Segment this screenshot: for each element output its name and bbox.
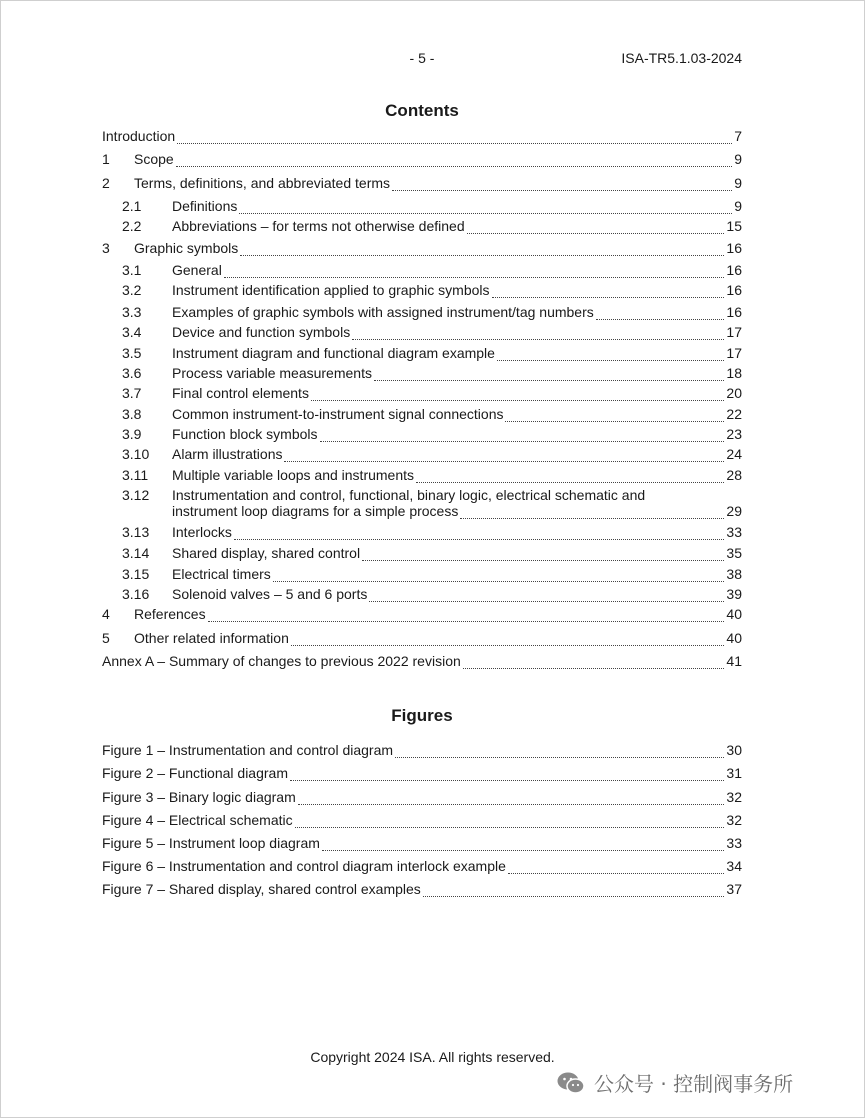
figure-entry-title: Figure 7 – Shared display, shared control examples xyxy=(102,881,421,897)
toc-entry[interactable] xyxy=(102,151,742,167)
toc-entry-title: References xyxy=(134,606,206,622)
toc-entry-number: 2.1 xyxy=(122,198,142,214)
figure-entry-page: 37 xyxy=(726,881,742,897)
toc-entry-page: 38 xyxy=(726,566,742,582)
dot-leader xyxy=(273,569,725,582)
toc-entry[interactable] xyxy=(102,467,742,483)
toc-entry-title: Instrument identification applied to graphic symbols xyxy=(172,282,490,298)
toc-entry-page: 7 xyxy=(734,128,742,144)
toc-entry-number: 4 xyxy=(102,606,110,622)
figure-entry[interactable] xyxy=(102,858,742,874)
toc-entry[interactable] xyxy=(102,324,742,340)
toc-entry-title: Interlocks xyxy=(172,524,232,540)
toc-entry-page: 20 xyxy=(726,385,742,401)
toc-entry-page: 40 xyxy=(726,606,742,622)
dot-leader xyxy=(311,388,724,401)
dot-leader xyxy=(239,201,732,214)
toc-entry-page: 9 xyxy=(734,175,742,191)
toc-entry-number: 3.12 xyxy=(122,487,150,503)
toc-entry-number: 3.4 xyxy=(122,324,142,340)
toc-entry[interactable] xyxy=(102,365,742,381)
dot-leader xyxy=(320,429,725,442)
figure-entry[interactable] xyxy=(102,835,742,851)
toc-entry[interactable] xyxy=(102,566,742,582)
toc-entry-title: Shared display, shared control xyxy=(172,545,361,561)
dot-leader xyxy=(423,884,725,897)
toc-entry-number: 3.10 xyxy=(122,446,150,462)
figure-entry-page: 34 xyxy=(726,858,742,874)
figure-entry-page: 32 xyxy=(726,789,742,805)
toc-entry[interactable] xyxy=(102,426,742,442)
toc-entry-page: 28 xyxy=(726,467,742,483)
dot-leader xyxy=(369,589,724,602)
dot-leader xyxy=(234,527,725,540)
dot-leader xyxy=(352,327,724,340)
dot-leader xyxy=(392,178,732,191)
toc-entry-page: 16 xyxy=(726,282,742,298)
dot-leader xyxy=(508,861,725,874)
toc-entry-number: 5 xyxy=(102,630,110,646)
toc-entry-page: 17 xyxy=(726,345,742,361)
toc-entry-page: 9 xyxy=(734,198,742,214)
figures-heading: Figures xyxy=(391,706,453,725)
toc-entry-title: Process variable measurements xyxy=(172,365,372,381)
dot-leader xyxy=(460,506,724,519)
toc-entry-page: 33 xyxy=(726,524,742,540)
figure-entry-title: Figure 6 – Instrumentation and control diagram interlock example xyxy=(102,858,506,874)
toc-entry[interactable] xyxy=(102,545,742,561)
document-code: ISA-TR5.1.03-2024 xyxy=(621,50,742,66)
dot-leader xyxy=(374,368,724,381)
contents-heading: Contents xyxy=(385,101,459,120)
toc-entry-page: 17 xyxy=(726,324,742,340)
toc-entry-title: General xyxy=(172,262,222,278)
toc-entry-page: 22 xyxy=(726,406,742,422)
dot-leader xyxy=(295,815,725,828)
toc-entry-title: Solenoid valves – 5 and 6 ports xyxy=(172,586,368,602)
dot-leader xyxy=(290,768,724,781)
watermark-text: 公众号 · 控制阀事务所 xyxy=(594,1072,794,1096)
toc-entry-number: 3 xyxy=(102,240,110,256)
dot-leader xyxy=(208,609,725,622)
dot-leader xyxy=(176,154,733,167)
toc-entry-page: 16 xyxy=(726,240,742,256)
dot-leader xyxy=(416,470,724,483)
toc-entry-title: Introduction xyxy=(102,128,176,144)
toc-entry[interactable] xyxy=(102,198,742,214)
toc-entry-title: Scope xyxy=(134,151,174,167)
figure-entry-title: Figure 1 – Instrumentation and control diagram xyxy=(102,742,394,758)
toc-entry-page: 24 xyxy=(726,446,742,462)
dot-leader xyxy=(224,265,725,278)
toc-entry-title: Device and function symbols xyxy=(172,324,351,340)
toc-entry-page: 16 xyxy=(726,262,742,278)
toc-entry[interactable] xyxy=(102,653,742,669)
toc-entry-page: 29 xyxy=(726,503,742,519)
toc-entry-page: 39 xyxy=(726,586,742,602)
dot-leader xyxy=(497,348,724,361)
figure-entry-page: 33 xyxy=(726,835,742,851)
toc-entry-number: 3.11 xyxy=(122,467,149,483)
toc-entry[interactable] xyxy=(102,586,742,602)
dot-leader xyxy=(291,633,725,646)
toc-entry-number: 3.14 xyxy=(122,545,150,561)
toc-entry-page: 41 xyxy=(726,653,742,669)
toc-entry[interactable] xyxy=(102,128,742,144)
figure-entry-title: Figure 2 – Functional diagram xyxy=(102,765,288,781)
toc-entry-page: 35 xyxy=(726,545,742,561)
figure-entry[interactable] xyxy=(102,812,742,828)
toc-entry-number: 3.16 xyxy=(122,586,150,602)
watermark xyxy=(556,1068,793,1097)
dot-leader xyxy=(492,285,725,298)
toc-entry-page: 40 xyxy=(726,630,742,646)
toc-entry[interactable] xyxy=(102,262,742,278)
copyright-notice: Copyright 2024 ISA. All rights reserved. xyxy=(310,1049,555,1065)
toc-entry[interactable] xyxy=(102,406,742,422)
toc-entry-page: 15 xyxy=(726,218,742,234)
toc-entry-page: 16 xyxy=(726,304,742,320)
dot-leader xyxy=(463,656,725,669)
toc-entry[interactable] xyxy=(102,487,742,519)
dot-leader xyxy=(505,409,724,422)
toc-entry-number: 3.2 xyxy=(122,282,142,298)
toc-entry[interactable] xyxy=(102,175,742,191)
dot-leader xyxy=(284,449,724,462)
toc-entry-title: Other related information xyxy=(134,630,289,646)
toc-entry[interactable] xyxy=(102,606,742,622)
toc-entry-title: Common instrument-to-instrument signal connections xyxy=(172,406,504,422)
toc-entry-title: Annex A – Summary of changes to previous 2022 revision xyxy=(102,653,461,669)
figure-entry[interactable] xyxy=(102,789,742,805)
toc-entry-title: Examples of graphic symbols with assigned instrument/tag numbers xyxy=(172,304,594,320)
figure-entry[interactable] xyxy=(102,742,742,758)
dot-leader xyxy=(322,838,725,851)
toc-entry-title: Electrical timers xyxy=(172,566,271,582)
page-number: - 5 - xyxy=(409,50,435,66)
toc-entry-title: Graphic symbols xyxy=(134,240,239,256)
toc-entry-number: 3.15 xyxy=(122,566,150,582)
toc-entry-title: Abbreviations – for terms not otherwise defined xyxy=(172,218,465,234)
figure-entry-page: 30 xyxy=(726,742,742,758)
toc-entry-number: 1 xyxy=(102,151,110,167)
toc-entry-title: Instrument diagram and functional diagram example xyxy=(172,345,495,361)
figure-entry-title: Figure 5 – Instrument loop diagram xyxy=(102,835,320,851)
toc-entry-number: 2.2 xyxy=(122,218,142,234)
toc-entry[interactable] xyxy=(102,240,742,256)
dot-leader xyxy=(240,243,724,256)
toc-entry-number: 3.8 xyxy=(122,406,142,422)
toc-entry[interactable] xyxy=(102,345,742,361)
toc-entry[interactable] xyxy=(102,630,742,646)
dot-leader xyxy=(177,131,732,144)
toc-entry-number: 3.7 xyxy=(122,385,142,401)
wechat-icon xyxy=(556,1070,586,1096)
toc-entry-title: Function block symbols xyxy=(172,426,318,442)
toc-entry-number: 3.13 xyxy=(122,524,150,540)
figure-entry-title: Figure 4 – Electrical schematic xyxy=(102,812,293,828)
figure-entry[interactable] xyxy=(102,881,742,897)
toc-entry-title: Alarm illustrations xyxy=(172,446,283,462)
toc-entry-title: Definitions xyxy=(172,198,238,214)
toc-entry[interactable] xyxy=(102,304,742,320)
toc-entry-title: Terms, definitions, and abbreviated terms xyxy=(134,175,391,191)
toc-entry[interactable] xyxy=(102,524,742,540)
toc-entry[interactable] xyxy=(102,385,742,401)
toc-entry-title: Multiple variable loops and instruments xyxy=(172,467,415,483)
figure-entry-page: 32 xyxy=(726,812,742,828)
dot-leader xyxy=(596,307,725,320)
dot-leader xyxy=(362,548,724,561)
toc-entry[interactable] xyxy=(102,218,742,234)
figure-entry[interactable] xyxy=(102,765,742,781)
toc-entry-page: 9 xyxy=(734,151,742,167)
dot-leader xyxy=(467,221,725,234)
dot-leader xyxy=(395,745,724,758)
toc-entry-page: 18 xyxy=(726,365,742,381)
toc-entry[interactable] xyxy=(102,282,742,298)
toc-entry-title: Final control elements xyxy=(172,385,309,401)
toc-entry-title: Instrumentation and control, functional, binary logic, electrical schematic and xyxy=(172,487,646,503)
dot-leader xyxy=(298,792,725,805)
figure-entry-title: Figure 3 – Binary logic diagram xyxy=(102,789,296,805)
toc-entry[interactable] xyxy=(102,446,742,462)
toc-entry-number: 3.9 xyxy=(122,426,142,442)
toc-entry-number: 3.6 xyxy=(122,365,142,381)
toc-entry-number: 3.1 xyxy=(122,262,142,278)
figure-entry-page: 31 xyxy=(726,765,742,781)
toc-entry-number: 2 xyxy=(102,175,110,191)
toc-entry-number: 3.3 xyxy=(122,304,142,320)
toc-entry-number: 3.5 xyxy=(122,345,142,361)
toc-entry-page: 23 xyxy=(726,426,742,442)
toc-entry-title-continued: instrument loop diagrams for a simple process xyxy=(172,503,459,519)
